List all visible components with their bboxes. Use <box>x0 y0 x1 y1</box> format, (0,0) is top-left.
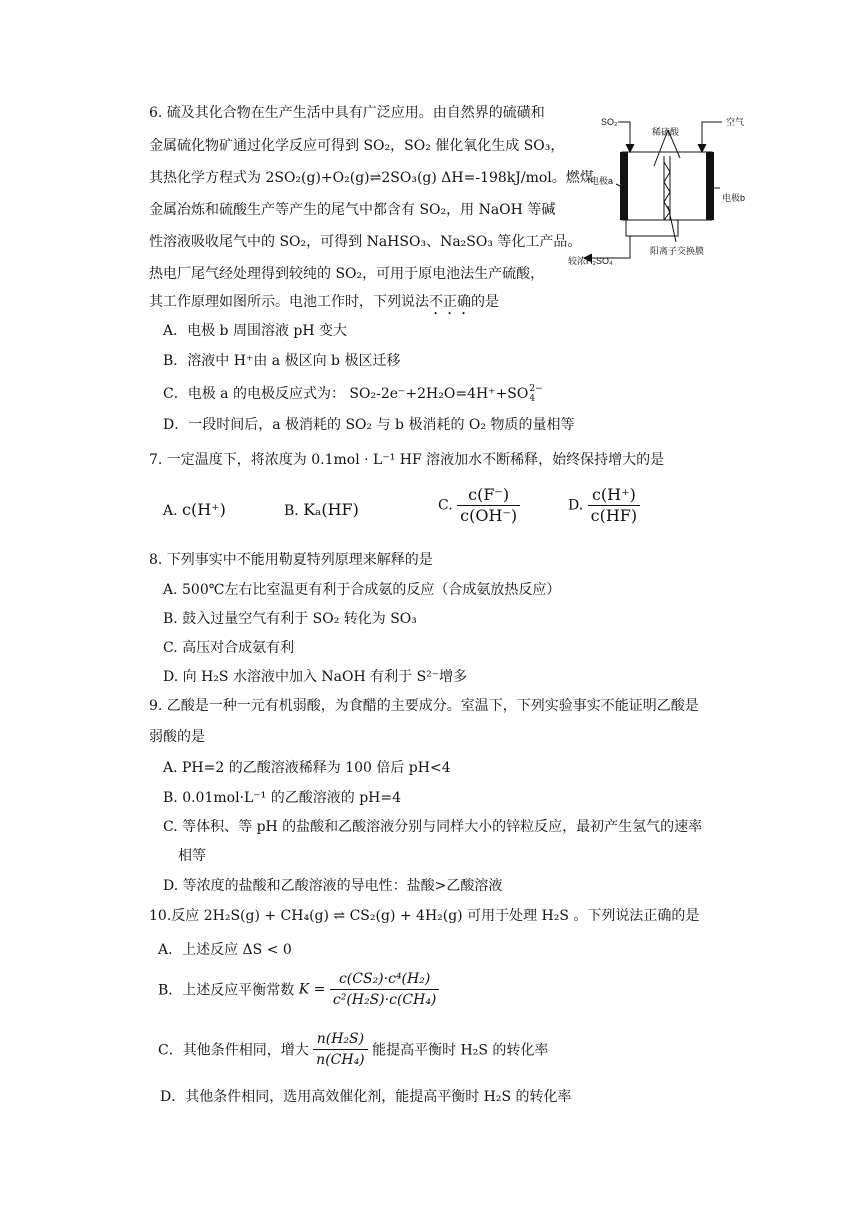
q8-option-b: B. 鼓入过量空气有利于 SO₂ 转化为 SO₃ <box>163 611 417 627</box>
fig-label-conc-acid: 较浓H₂SO₄ <box>568 256 613 266</box>
fig-label-membrane: 阳离子交换膜 <box>650 246 705 256</box>
q7-d-fraction <box>588 486 641 525</box>
q10-option-a: A．上述反应 ΔS < 0 <box>158 942 292 958</box>
q10-b-denominator: c²(H₂S)·c(CH₄) <box>332 992 437 1008</box>
q7-b-label: B. <box>284 503 299 519</box>
q10-b-fraction <box>330 970 440 1009</box>
q6-option-c <box>163 384 543 404</box>
q6-line-4: 金属冶炼和硫酸生产等产生的尾气中都含有 SO₂，用 NaOH 等碱 <box>149 202 556 218</box>
q9-option-d: D. 等浓度的盐酸和乙酸溶液的导电性：盐酸>乙酸溶液 <box>163 878 503 894</box>
q9-option-a: A. PH=2 的乙酸溶液稀释为 100 倍后 pH<4 <box>163 760 451 776</box>
q6-option-a: A．电极 b 周围溶液 pH 变大 <box>163 323 348 339</box>
q8-option-c: C. 高压对合成氨有利 <box>163 640 295 656</box>
q10-c-denominator: n(CH₄) <box>316 1052 365 1068</box>
q7-c-denominator: c(OH⁻) <box>460 506 518 525</box>
q9-stem-1: 9. 乙酸是一种一元有机弱酸，为食醋的主要成分。室温下，下列实验事实不能证明乙酸是 <box>149 698 699 714</box>
q7-d-label: D. <box>568 497 584 514</box>
q7-b-expr: Kₐ(HF) <box>303 500 359 519</box>
fig-label-electrode-a: 电极a <box>590 176 614 186</box>
q10-b-k: K <box>298 981 310 998</box>
q10-b-numerator: c(CS₂)·c⁴(H₂) <box>330 970 440 990</box>
q9-option-b: B. 0.01mol·L⁻¹ 的乙酸溶液的 pH=4 <box>163 790 401 806</box>
q10-c-post: 能提高平衡时 H₂S 的转化率 <box>372 1042 549 1059</box>
q7-a-label: A. <box>163 503 178 519</box>
fig-label-electrode-b: 电极b <box>722 193 746 203</box>
q6-emphasis: 不正确 <box>429 294 471 310</box>
q7-option-a <box>163 500 226 519</box>
q6-line-6: 热电厂尾气经处理得到较纯的 SO₂，可用于原电池法生产硫酸， <box>149 266 545 282</box>
q10-c-pre: C．其他条件相同，增大 <box>158 1042 309 1059</box>
q6-cell-diagram <box>568 108 758 268</box>
q7-option-b <box>284 500 359 519</box>
q8-stem: 8. 下列事实中不能用勒夏特列原理来解释的是 <box>149 552 433 568</box>
q6-last-post: 的是 <box>471 294 499 310</box>
fig-label-dilute-acid: 稀硫酸 <box>652 127 680 137</box>
q10-stem: 10.反应 2H₂S(g) + CH₄(g) ⇌ CS₂(g) + 4H₂(g) 可用于处理 H₂S 。下列说法正确的是 <box>149 908 700 924</box>
q6-option-b: B．溶液中 H⁺由 a 极区向 b 极区迁移 <box>163 353 401 369</box>
q6-line-5: 性溶液吸收尾气中的 SO₂，可得到 NaHSO₃、Na₂SO₃ 等化工产品。 <box>149 234 582 250</box>
q6-option-c-sub: 4 <box>529 394 536 404</box>
q10-b-eq: = <box>309 981 330 998</box>
q6-option-d: D．一段时间后，a 极消耗的 SO₂ 与 b 极消耗的 O₂ 物质的量相等 <box>163 417 575 433</box>
q7-c-numerator: c(F⁻) <box>457 486 520 506</box>
q6-option-c-text: C．电极 a 的电极反应式为： SO₂-2e⁻+2H₂O=4H⁺+SO <box>163 386 529 402</box>
q7-option-d <box>568 486 640 525</box>
q7-c-label: C. <box>438 497 453 514</box>
q10-option-c <box>158 1030 548 1069</box>
q10-b-text: B．上述反应平衡常数 <box>158 982 299 999</box>
q6-last-pre: 其工作原理如图所示。电池工作时，下列说法 <box>149 294 429 310</box>
q10-option-b <box>158 970 439 1009</box>
q6-line-7 <box>149 292 499 318</box>
q6-option-c-sup: 2− <box>529 384 543 394</box>
q6-line-3: 其热化学方程式为 2SO₂(g)+O₂(g)⇌2SO₃(g) ΔH=-198kJ/mol。燃煤 <box>149 170 594 186</box>
fig-label-air: 空气 <box>726 117 745 127</box>
q10-option-d: D．其他条件相同，选用高效催化剂，能提高平衡时 H₂S 的转化率 <box>160 1089 572 1105</box>
q9-option-c-2: 相等 <box>178 848 206 864</box>
q7-d-numerator: c(H⁺) <box>588 486 641 506</box>
q9-stem-2: 弱酸的是 <box>149 729 205 745</box>
q7-a-expr: c(H⁺) <box>182 500 226 519</box>
q7-stem: 7. 一定温度下，将浓度为 0.1mol · L⁻¹ HF 溶液加水不断稀释，始终保持增大的是 <box>149 452 665 468</box>
q10-c-numerator: n(H₂S) <box>313 1030 367 1050</box>
q6-line-2: 金属硫化物矿通过化学反应可得到 SO₂，SO₂ 催化氧化生成 SO₃， <box>149 138 565 154</box>
q10-c-fraction <box>313 1030 367 1069</box>
q8-option-a: A. 500℃左右比室温更有利于合成氨的反应（合成氨放热反应） <box>163 582 561 598</box>
q8-option-d: D. 向 H₂S 水溶液中加入 NaOH 有利于 S²⁻增多 <box>163 669 468 685</box>
fig-label-so2: SO₂ <box>601 117 618 127</box>
q9-option-c-1: C. 等体积、等 pH 的盐酸和乙酸溶液分别与同样大小的锌粒反应，最初产生氢气的速率 <box>163 819 703 835</box>
q6-line-1: 6. 硫及其化合物在生产生活中具有广泛应用。由自然界的硫磺和 <box>149 105 545 121</box>
q7-c-fraction <box>457 486 520 525</box>
q7-d-denominator: c(HF) <box>590 506 638 525</box>
q7-option-c <box>438 486 520 525</box>
